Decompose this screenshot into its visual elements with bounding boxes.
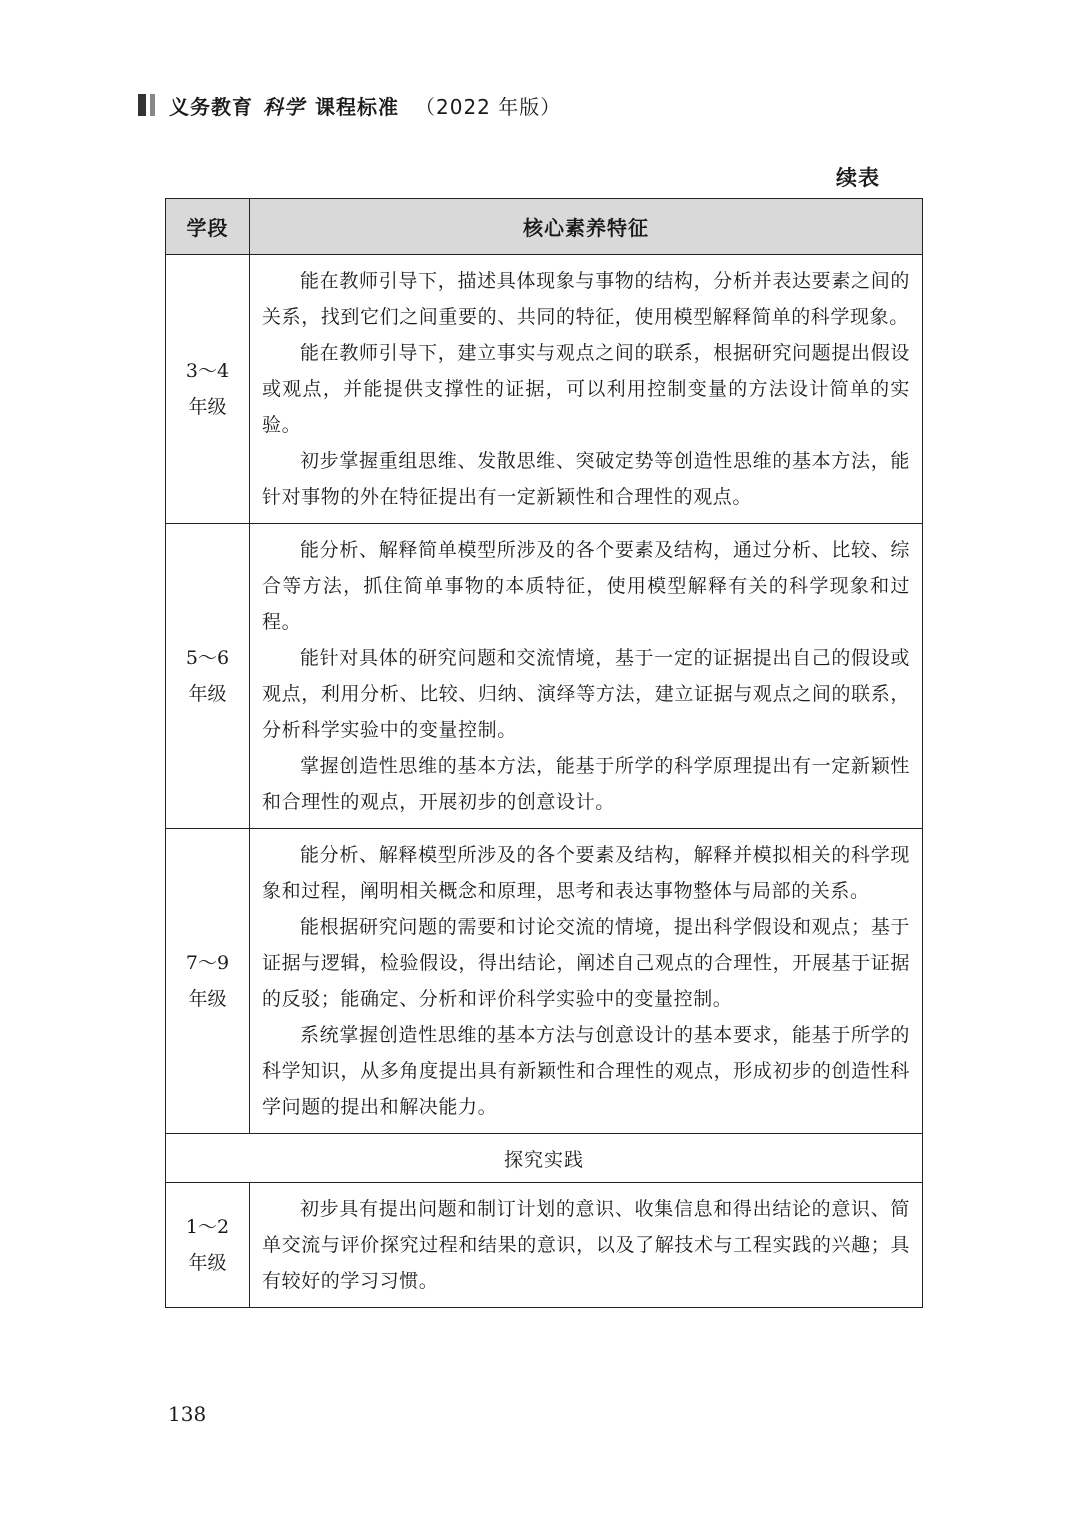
traits-cell xyxy=(250,829,923,1134)
trait-paragraph: 能在教师引导下，描述具体现象与事物的结构，分析并表达要素之间的关系，找到它们之间重要的、共同的特征，使用模型解释简单的科学现象。 xyxy=(262,270,910,328)
competency-table xyxy=(165,198,923,1308)
trait-paragraph: 能根据研究问题的需要和讨论交流的情境，提出科学假设和观点；基于证据与逻辑，检验假设，得出结论，阐述自己观点的合理性，开展基于证据的反驳；能确定、分析和评价科学实验中的变量控制。 xyxy=(262,916,910,1010)
traits-cell xyxy=(250,255,923,524)
trait-paragraph: 初步掌握重组思维、发散思维、突破定势等创造性思维的基本方法，能针对事物的外在特征提出有一定新颖性和合理性的观点。 xyxy=(262,450,910,508)
table-header-row xyxy=(166,199,923,255)
trait-paragraph: 能针对具体的研究问题和交流情境，基于一定的证据提出自己的假设或观点，利用分析、比较、归纳、演绎等方法，建立证据与观点之间的联系，分析科学实验中的变量控制。 xyxy=(262,647,910,741)
table-row xyxy=(166,829,923,1134)
table-row xyxy=(166,255,923,524)
page-number: 138 xyxy=(168,1402,207,1426)
stage-range: 1～2 xyxy=(185,1216,230,1238)
trait-paragraph: 系统掌握创造性思维的基本方法与创意设计的基本要求，能基于所学的科学知识，从多角度提出具有新颖性和合理性的观点，形成初步的创造性科学问题的提出和解决能力。 xyxy=(262,1024,910,1118)
book-edition: （2022 年版） xyxy=(415,94,562,119)
running-header xyxy=(138,90,561,120)
traits-cell xyxy=(250,524,923,829)
stage-cell xyxy=(166,255,250,524)
trait-paragraph: 掌握创造性思维的基本方法，能基于所学的科学原理提出有一定新颖性和合理性的观点，开展初步的创意设计。 xyxy=(262,755,910,813)
trait-paragraph: 能在教师引导下，建立事实与观点之间的联系，根据研究问题提出假设或观点，并能提供支撑性的证据，可以利用控制变量的方法设计简单的实验。 xyxy=(262,342,910,436)
book-title xyxy=(169,91,561,120)
trait-paragraph: 初步具有提出问题和制订计划的意识、收集信息和得出结论的意识、简单交流与评价探究过程和结果的意识，以及了解技术与工程实践的兴趣；具有较好的学习习惯。 xyxy=(262,1198,910,1292)
trait-paragraph: 能分析、解释简单模型所涉及的各个要素及结构，通过分析、比较、综合等方法，抓住简单事物的本质特征，使用模型解释有关的科学现象和过程。 xyxy=(262,539,910,633)
book-title-part3: 课程标准 xyxy=(315,94,399,119)
stage-cell xyxy=(166,1183,250,1308)
stage-unit: 年级 xyxy=(188,396,227,418)
book-title-subject: 科学 xyxy=(263,94,305,119)
section-title: 探究实践 xyxy=(166,1134,923,1183)
continued-table-label: 续表 xyxy=(836,166,880,190)
table-row xyxy=(166,524,923,829)
traits-cell xyxy=(250,1183,923,1308)
stage-unit: 年级 xyxy=(188,683,227,705)
stage-unit: 年级 xyxy=(188,1252,227,1274)
stage-range: 3～4 xyxy=(185,360,230,382)
stage-cell xyxy=(166,829,250,1134)
column-header-traits: 核心素养特征 xyxy=(250,199,923,255)
stage-range: 7～9 xyxy=(185,952,230,974)
book-title-part1: 义务教育 xyxy=(169,94,253,119)
table-row xyxy=(166,1183,923,1308)
header-bars-icon xyxy=(138,94,159,116)
stage-cell xyxy=(166,524,250,829)
trait-paragraph: 能分析、解释模型所涉及的各个要素及结构，解释并模拟相关的科学现象和过程，阐明相关概念和原理，思考和表达事物整体与局部的关系。 xyxy=(262,844,910,902)
stage-unit: 年级 xyxy=(188,988,227,1010)
stage-range: 5～6 xyxy=(185,647,230,669)
section-row xyxy=(166,1134,923,1183)
column-header-stage: 学段 xyxy=(166,199,250,255)
